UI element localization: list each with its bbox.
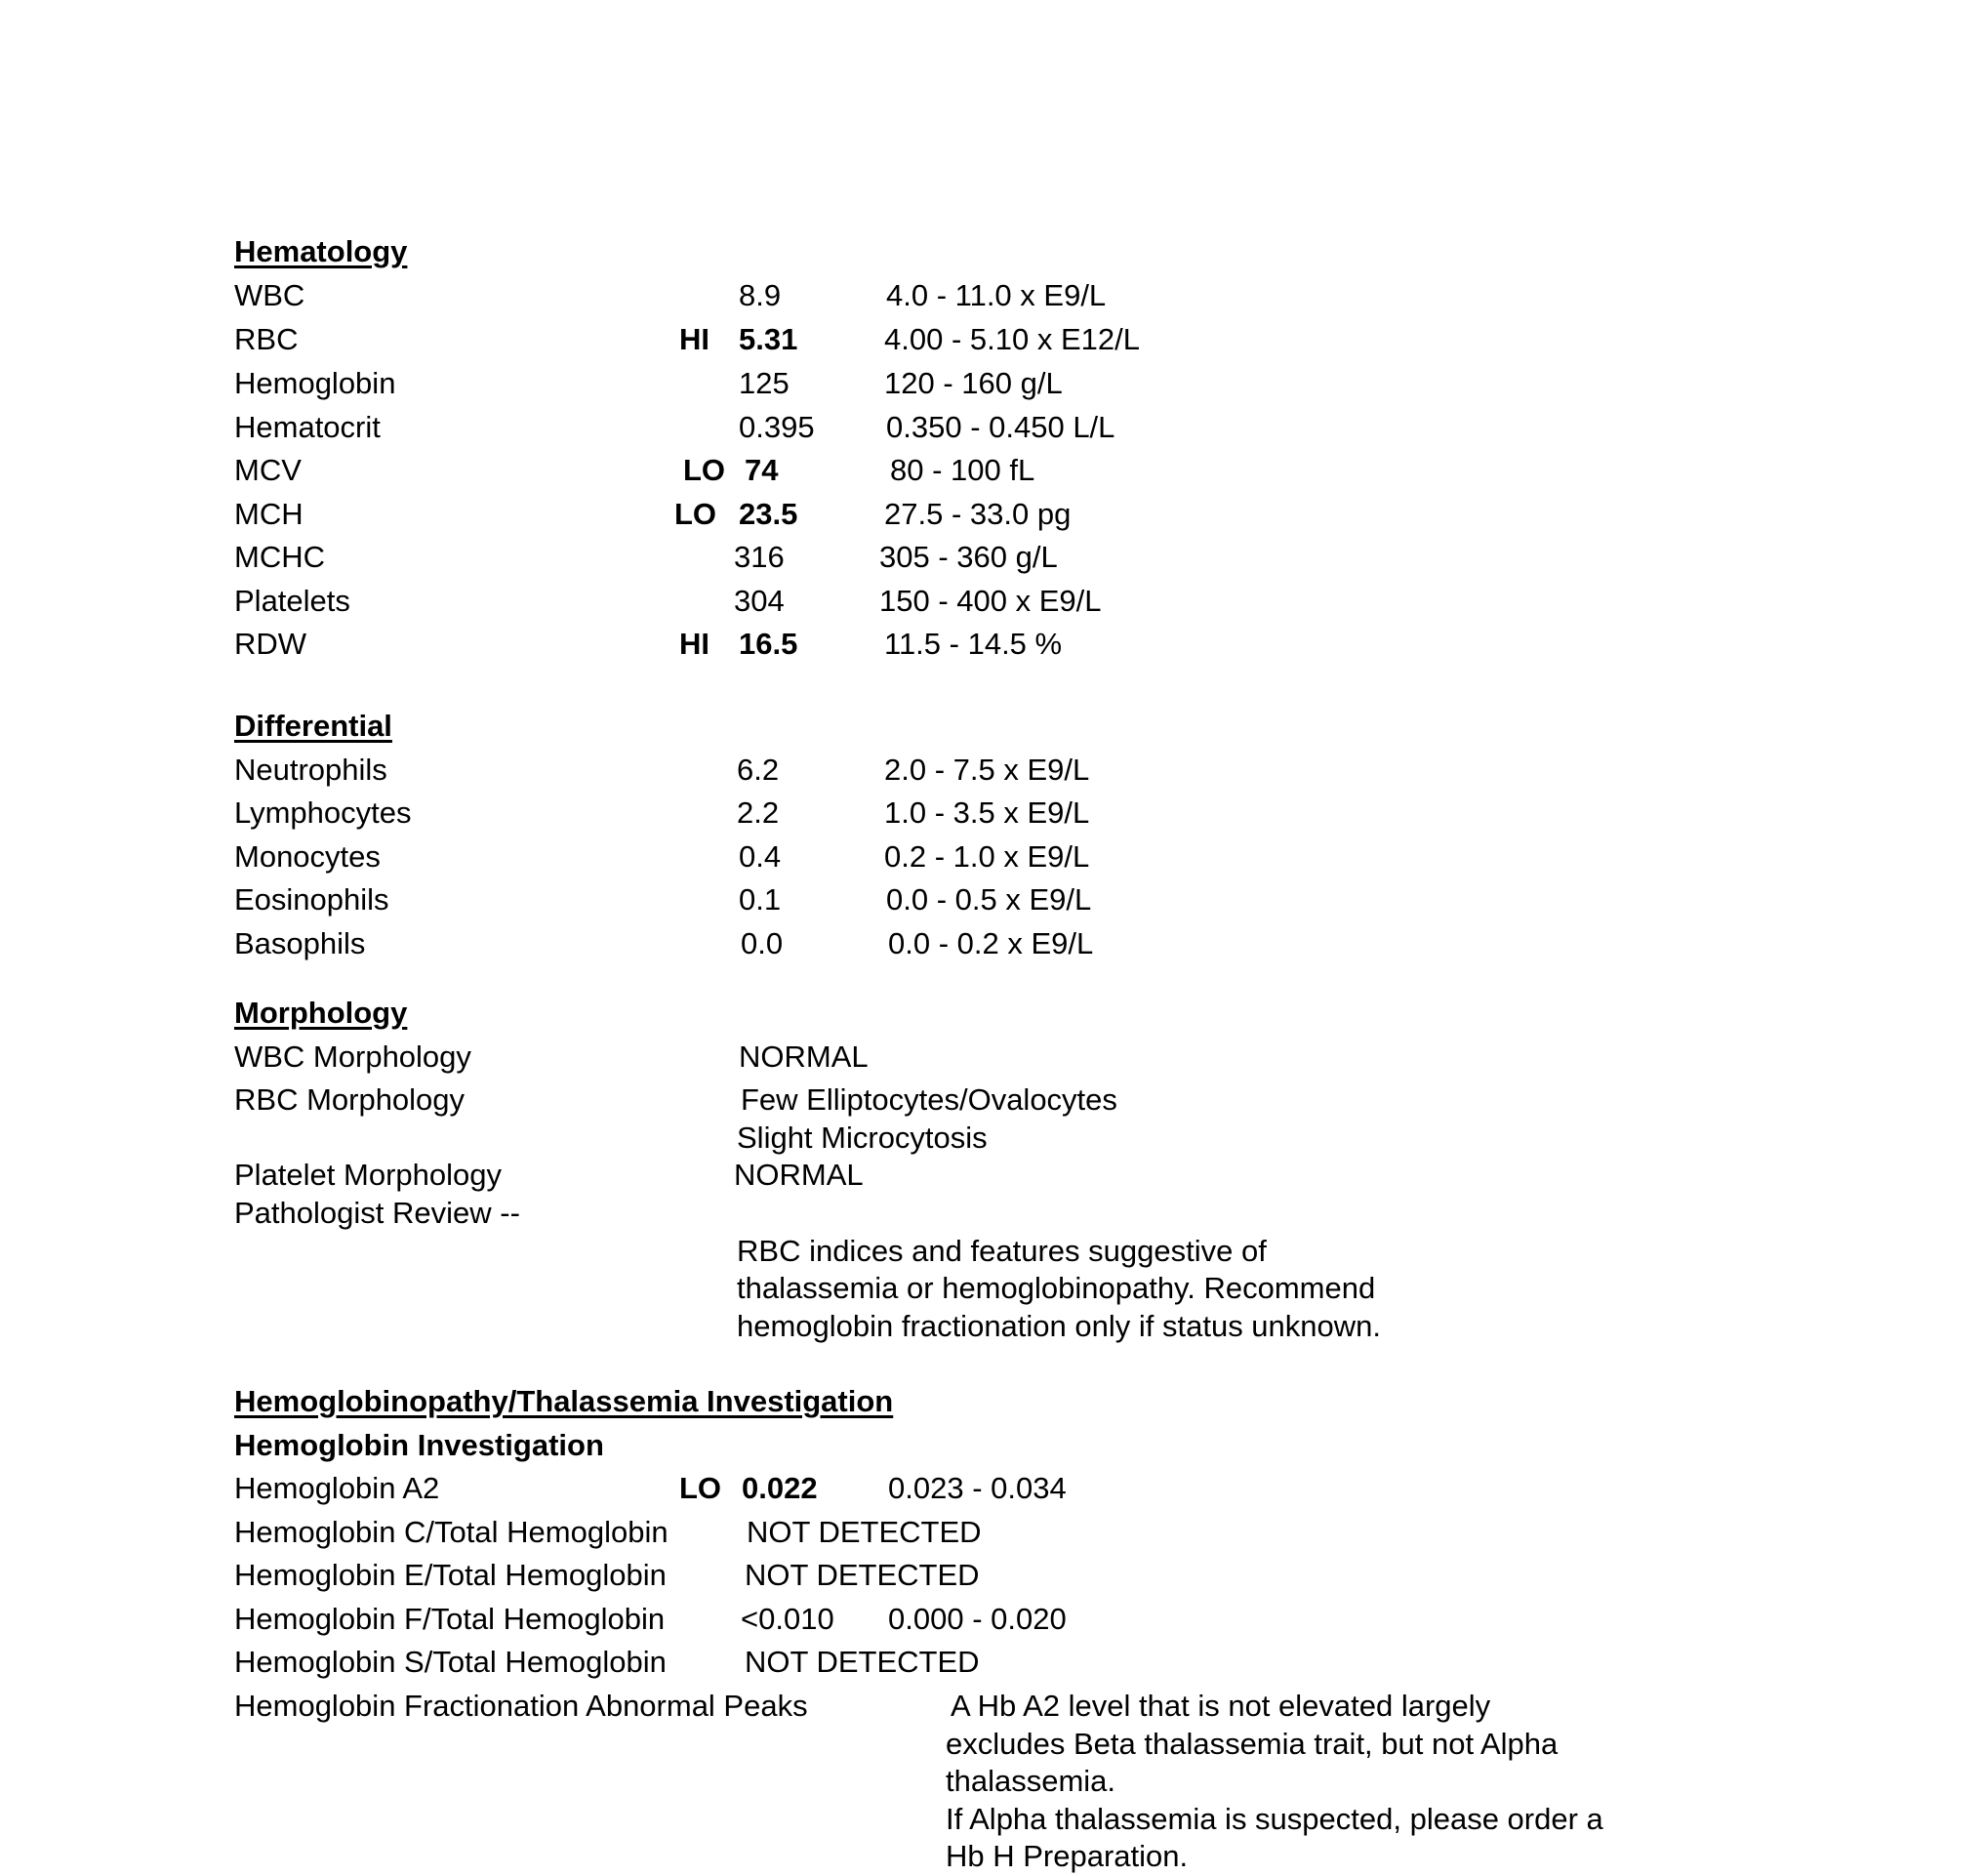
- hemoglobinopathy-heading: Hemoglobinopathy/Thalassemia Investigation: [234, 1384, 894, 1418]
- platelet-morphology-value: NORMAL: [734, 1158, 864, 1192]
- pathologist-review-label: Pathologist Review --: [234, 1196, 520, 1230]
- hb-peaks-comment-line: thalassemia.: [946, 1764, 1116, 1798]
- lymphocytes-name: Lymphocytes: [234, 795, 412, 830]
- lymphocytes-range: 1.0 - 3.5 x E9/L: [884, 795, 1090, 830]
- hemoglobin-investigation-subheading: Hemoglobin Investigation: [234, 1428, 604, 1462]
- wbc-name: WBC: [234, 278, 305, 312]
- rbc-flag: HI: [679, 322, 709, 356]
- hematology-heading: Hematology: [234, 234, 408, 268]
- eosinophils-value: 0.1: [739, 882, 782, 917]
- wbc-morphology-value: NORMAL: [739, 1040, 869, 1074]
- platelet-morphology-label: Platelet Morphology: [234, 1158, 502, 1192]
- mch-value: 23.5: [739, 497, 798, 531]
- hb-s-value: NOT DETECTED: [745, 1645, 980, 1679]
- mcv-name: MCV: [234, 453, 302, 487]
- hematocrit-name: Hematocrit: [234, 410, 381, 444]
- hb-peaks-comment-line: If Alpha thalassemia is suspected, please order a: [946, 1802, 1603, 1836]
- hb-f-value: <0.010: [741, 1602, 834, 1636]
- rdw-name: RDW: [234, 627, 307, 661]
- hb-f-range: 0.000 - 0.020: [888, 1602, 1067, 1636]
- platelets-name: Platelets: [234, 584, 350, 618]
- mch-name: MCH: [234, 497, 304, 531]
- hb-abnormal-peaks-label: Hemoglobin Fractionation Abnormal Peaks: [234, 1689, 808, 1723]
- pathologist-comment-line: thalassemia or hemoglobinopathy. Recommend: [737, 1271, 1376, 1305]
- hematocrit-range: 0.350 - 0.450 L/L: [886, 410, 1115, 444]
- wbc-range: 4.0 - 11.0 x E9/L: [886, 278, 1107, 312]
- hb-e-name: Hemoglobin E/Total Hemoglobin: [234, 1558, 667, 1592]
- platelets-value: 304: [734, 584, 785, 618]
- hb-f-name: Hemoglobin F/Total Hemoglobin: [234, 1602, 666, 1636]
- mchc-value: 316: [734, 540, 785, 574]
- pathologist-comment-line: RBC indices and features suggestive of: [737, 1234, 1267, 1268]
- platelets-range: 150 - 400 x E9/L: [879, 584, 1102, 618]
- hb-a2-range: 0.023 - 0.034: [888, 1471, 1067, 1505]
- basophils-name: Basophils: [234, 926, 366, 960]
- monocytes-value: 0.4: [739, 839, 782, 874]
- hemoglobin-name: Hemoglobin: [234, 366, 396, 400]
- mcv-value: 74: [745, 453, 779, 487]
- rbc-value: 5.31: [739, 322, 798, 356]
- rdw-value: 16.5: [739, 627, 798, 661]
- hb-s-name: Hemoglobin S/Total Hemoglobin: [234, 1645, 667, 1679]
- basophils-value: 0.0: [741, 926, 784, 960]
- wbc-morphology-label: WBC Morphology: [234, 1040, 471, 1074]
- neutrophils-value: 6.2: [737, 753, 780, 787]
- differential-heading: Differential: [234, 709, 392, 743]
- monocytes-range: 0.2 - 1.0 x E9/L: [884, 839, 1090, 874]
- rbc-range: 4.00 - 5.10 x E12/L: [884, 322, 1140, 356]
- hb-a2-flag: LO: [679, 1471, 722, 1505]
- wbc-value: 8.9: [739, 278, 782, 312]
- hemoglobin-value: 125: [739, 366, 790, 400]
- hb-a2-name: Hemoglobin A2: [234, 1471, 440, 1505]
- mcv-flag: LO: [683, 453, 726, 487]
- morphology-heading: Morphology: [234, 996, 408, 1030]
- mch-flag: LO: [674, 497, 717, 531]
- rbc-morphology-value-2: Slight Microcytosis: [737, 1121, 988, 1155]
- basophils-range: 0.0 - 0.2 x E9/L: [888, 926, 1094, 960]
- rbc-morphology-value-1: Few Elliptocytes/Ovalocytes: [741, 1082, 1117, 1117]
- mch-range: 27.5 - 33.0 pg: [884, 497, 1072, 531]
- rdw-range: 11.5 - 14.5 %: [884, 627, 1063, 661]
- mchc-range: 305 - 360 g/L: [879, 540, 1058, 574]
- mcv-range: 80 - 100 fL: [890, 453, 1035, 487]
- rbc-morphology-label: RBC Morphology: [234, 1082, 466, 1117]
- hb-peaks-comment-line: A Hb A2 level that is not elevated largely: [951, 1689, 1491, 1723]
- hb-c-value: NOT DETECTED: [747, 1515, 982, 1549]
- hematocrit-value: 0.395: [739, 410, 815, 444]
- lymphocytes-value: 2.2: [737, 795, 780, 830]
- hb-peaks-comment-line: Hb H Preparation.: [946, 1839, 1189, 1873]
- hb-a2-value: 0.022: [742, 1471, 818, 1505]
- hb-peaks-comment-line: excludes Beta thalassemia trait, but not Alpha: [946, 1727, 1559, 1761]
- rbc-name: RBC: [234, 322, 299, 356]
- mchc-name: MCHC: [234, 540, 325, 574]
- hemoglobin-range: 120 - 160 g/L: [884, 366, 1063, 400]
- neutrophils-range: 2.0 - 7.5 x E9/L: [884, 753, 1090, 787]
- hb-c-name: Hemoglobin C/Total Hemoglobin: [234, 1515, 668, 1549]
- pathologist-comment-line: hemoglobin fractionation only if status unknown.: [737, 1309, 1382, 1343]
- eosinophils-name: Eosinophils: [234, 882, 389, 917]
- hb-e-value: NOT DETECTED: [745, 1558, 980, 1592]
- rdw-flag: HI: [679, 627, 709, 661]
- eosinophils-range: 0.0 - 0.5 x E9/L: [886, 882, 1092, 917]
- neutrophils-name: Neutrophils: [234, 753, 387, 787]
- monocytes-name: Monocytes: [234, 839, 381, 874]
